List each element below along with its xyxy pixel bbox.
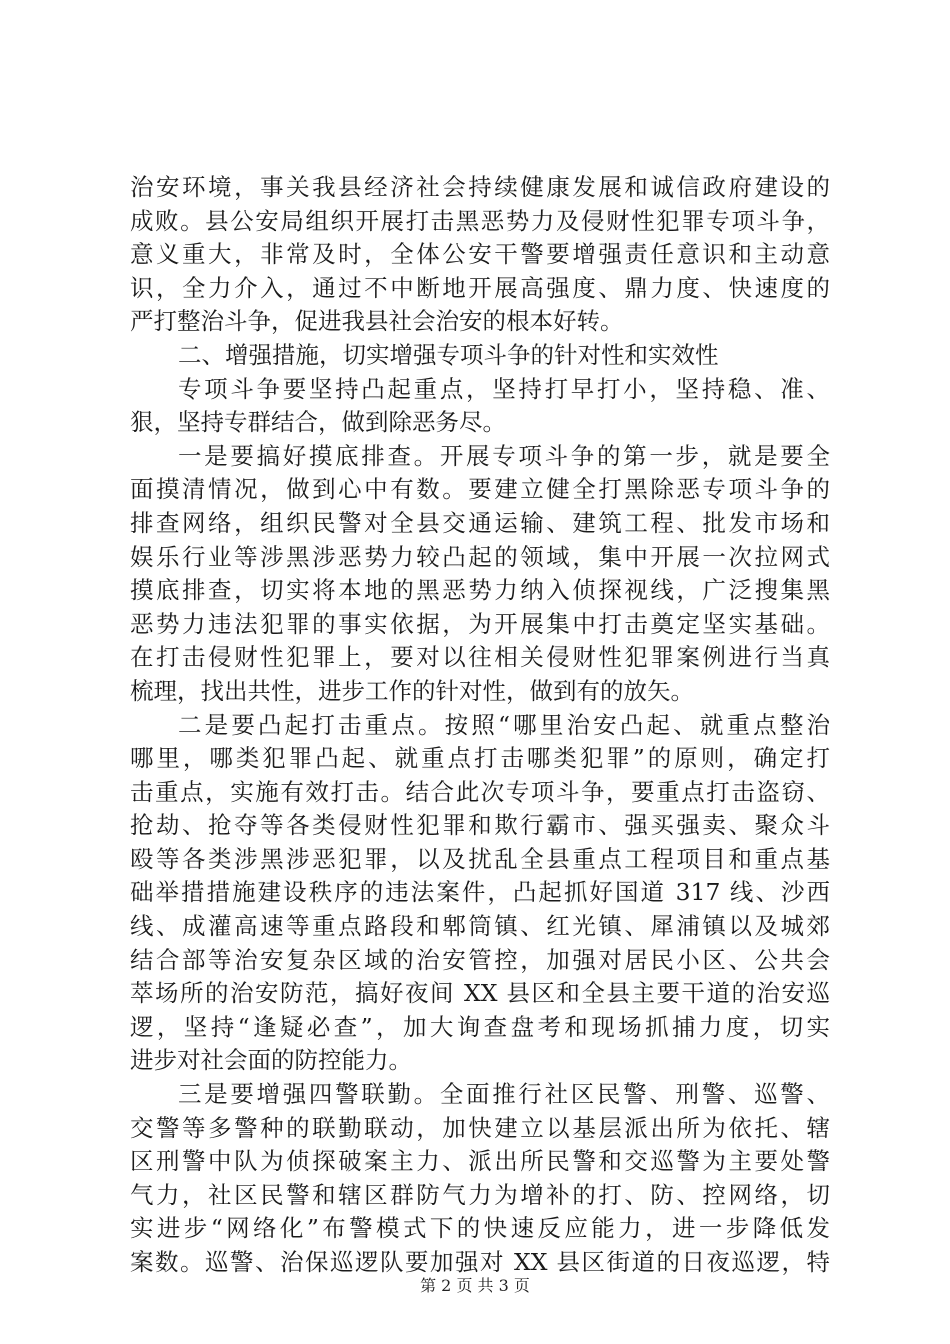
- text-line: 梳理，找出共性，进步工作的针对性，做到有的放矢。: [130, 676, 694, 705]
- text-line: 气力，社区民警和辖区群防气力为增补的打、防、控网络，切: [130, 1180, 830, 1209]
- text-line: 交警等多警种的联勤联动，加快建立以基层派出所为依托、辖: [130, 1113, 830, 1142]
- text-line: 一是要搞好摸底排查。开展专项斗争的第一步，就是要全: [178, 441, 830, 470]
- text-line: 案数。巡警、治保巡逻队要加强对 XX 县区街道的日夜巡逻，特: [130, 1248, 830, 1276]
- document-body: [130, 171, 830, 1280]
- text-line: 实进步“网络化”布警模式下的快速反应能力，进一步降低发: [130, 1214, 830, 1243]
- text-line: 抢劫、抢夺等各类侵财性犯罪和欺行霸市、强买强卖、聚众斗: [130, 811, 830, 840]
- text-line: 专项斗争要坚持凸起重点，坚持打早打小，坚持稳、准、: [178, 374, 830, 403]
- text-line: 哪里，哪类犯罪凸起、就重点打击哪类犯罪”的原则，确定打: [130, 744, 830, 773]
- text-line: 恶势力违法犯罪的事实依据，为开展集中打击奠定坚实基础。: [130, 609, 830, 638]
- page-footer: 第 2 页 共 3 页: [420, 1276, 530, 1295]
- text-line: 击重点，实施有效打击。结合此次专项斗争，要重点打击盗窃、: [130, 777, 830, 806]
- text-line: 面摸清情况，做到心中有数。要建立健全打黑除恶专项斗争的: [130, 475, 830, 504]
- text-line: 二、增强措施，切实增强专项斗争的针对性和实效性: [178, 340, 719, 369]
- text-line: 意义重大，非常及时，全体公安干警要增强责任意识和主动意: [130, 240, 830, 269]
- text-line: 二是要凸起打击重点。按照“哪里治安凸起、就重点整治: [178, 710, 830, 739]
- text-line: 在打击侵财性犯罪上，要对以往相关侵财性犯罪案例进行当真: [130, 643, 830, 672]
- text-line: 结合部等治安复杂区域的治安管控，加强对居民小区、公共会: [130, 945, 830, 974]
- text-line: 殴等各类涉黑涉恶犯罪，以及扰乱全县重点工程项目和重点基: [130, 844, 830, 873]
- text-line: 线、成灌高速等重点路段和郫筒镇、红光镇、犀浦镇以及城郊: [130, 912, 830, 941]
- text-line: 娱乐行业等涉黑涉恶势力较凸起的领域，集中开展一次拉网式: [130, 542, 830, 571]
- text-line: 排查网络，组织民警对全县交通运输、建筑工程、批发市场和: [130, 508, 830, 537]
- text-line: 萃场所的治安防范，搞好夜间 XX 县区和全县主要干道的治安巡: [130, 979, 830, 1008]
- text-line: 础举措措施建设秩序的违法案件，凸起抓好国道 317 线、沙西: [130, 878, 830, 907]
- text-line: 成败。县公安局组织开展打击黑恶势力及侵财性犯罪专项斗争，: [130, 206, 830, 235]
- text-line: 严打整治斗争，促进我县社会治安的根本好转。: [130, 307, 624, 336]
- text-line: 摸底排查，切实将本地的黑恶势力纳入侦探视线，广泛搜集黑: [130, 576, 830, 605]
- text-line: 治安环境，事关我县经济社会持续健康发展和诚信政府建设的: [130, 173, 830, 201]
- text-line: 三是要增强四警联勤。全面推行社区民警、刑警、巡警、: [178, 1080, 830, 1109]
- text-line: 区刑警中队为侦探破案主力、派出所民警和交巡警为主要处警: [130, 1147, 830, 1176]
- text-line: 狠，坚持专群结合，做到除恶务尽。: [130, 408, 506, 437]
- text-line: 进步对社会面的防控能力。: [130, 1046, 412, 1075]
- text-line: 逻，坚持“逢疑必查”，加大询查盘考和现场抓捕力度，切实: [130, 1012, 830, 1041]
- text-line: 识，全力介入，通过不中断地开展高强度、鼎力度、快速度的: [130, 273, 830, 302]
